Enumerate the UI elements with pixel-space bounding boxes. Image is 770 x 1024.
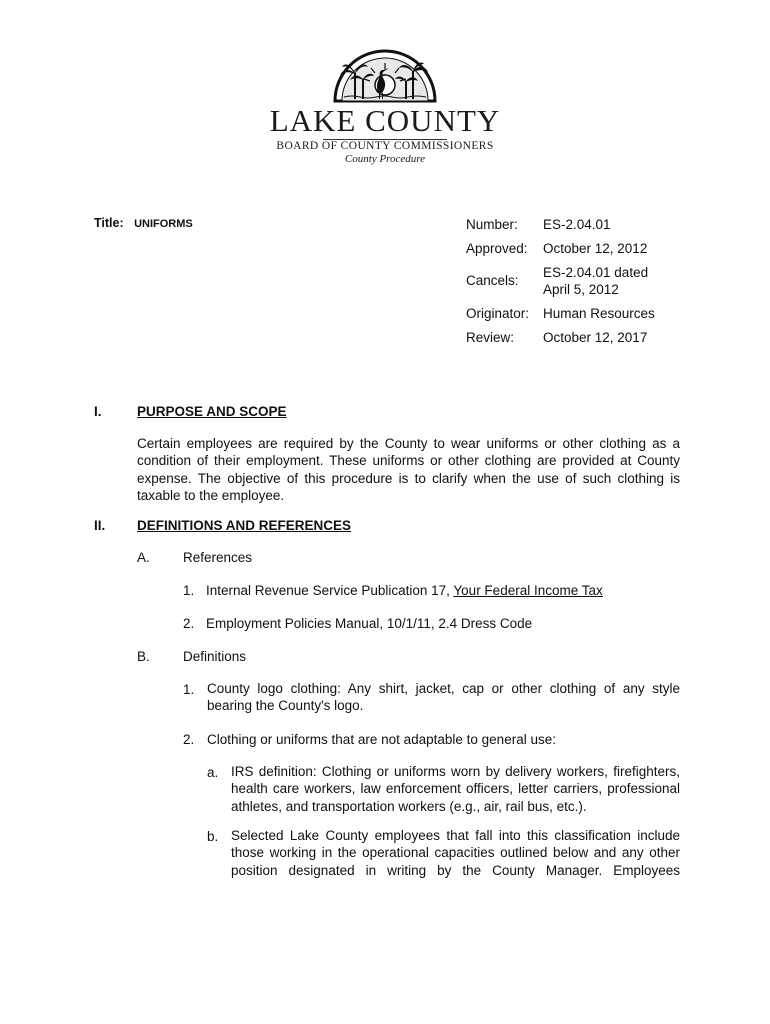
reference-1-title: Your Federal Income Tax bbox=[453, 583, 603, 598]
reference-1-prefix: Internal Revenue Service Publication 17, bbox=[206, 583, 454, 598]
definition-2b: Selected Lake County employees that fall into this classification include those working in the operational capacities outlined below and any other position designated in writing by the County Manager. Employees bbox=[231, 828, 680, 878]
board-name: BOARD OF COUNTY COMMISSIONERS bbox=[276, 140, 494, 152]
subsection-a-letter: A. bbox=[137, 550, 150, 565]
section-1-heading: PURPOSE AND SCOPE bbox=[137, 404, 287, 419]
originator-label: Originator: bbox=[466, 306, 530, 321]
definition-1: County logo clothing: Any shirt, jacket, cap or other clothing of any style bearing the County's logo. bbox=[207, 681, 680, 714]
title-value: UNIFORMS bbox=[134, 218, 193, 230]
cancels-value-line2: April 5, 2012 bbox=[543, 282, 619, 297]
number-value: ES-2.04.01 bbox=[543, 217, 611, 232]
org-name: LAKE COUNTY bbox=[269, 103, 501, 138]
cancels-value-line1: ES-2.04.01 dated bbox=[543, 265, 649, 280]
section-2-heading: DEFINITIONS AND REFERENCES bbox=[137, 518, 352, 533]
originator-value: Human Resources bbox=[543, 306, 655, 321]
title-label: Title: bbox=[94, 216, 124, 230]
reference-1 bbox=[206, 582, 603, 599]
section-2-numeral: II. bbox=[94, 518, 106, 533]
county-seal-logo bbox=[332, 43, 438, 103]
cancels-label: Cancels: bbox=[466, 273, 519, 288]
reference-2: Employment Policies Manual, 10/1/11, 2.4 Dress Code bbox=[206, 616, 533, 631]
approved-value: October 12, 2012 bbox=[543, 241, 648, 256]
subsection-b-heading: Definitions bbox=[183, 649, 247, 664]
definition-2a: IRS definition: Clothing or uniforms worn by delivery workers, firefighters, health care workers, law enforcement officers, letter carriers, professional athletes, and transportation workers (e.g., air, rail bus, etc.). bbox=[231, 764, 680, 814]
number-label: Number: bbox=[466, 217, 518, 232]
section-1-body: Certain employees are required by the County to wear uniforms or other clothing as a condition of their employment. These uniforms or other clothing are provided at County expense. The objective of this procedure is to clarify when the use of such clothing is taxable to the employee. bbox=[137, 436, 680, 503]
definition-2b-letter: b. bbox=[207, 829, 219, 844]
review-label: Review: bbox=[466, 330, 515, 345]
section-1-numeral: I. bbox=[94, 404, 102, 419]
definition-2a-letter: a. bbox=[207, 765, 219, 780]
reference-1-number: 1. bbox=[183, 583, 195, 598]
definition-1-number: 1. bbox=[183, 682, 195, 697]
document-title bbox=[94, 215, 193, 232]
definition-2: Clothing or uniforms that are not adaptable to general use: bbox=[207, 732, 556, 747]
approved-label: Approved: bbox=[466, 241, 528, 256]
subsection-a-heading: References bbox=[183, 550, 253, 565]
review-value: October 12, 2017 bbox=[543, 330, 648, 345]
subsection-b-letter: B. bbox=[137, 649, 150, 664]
definition-2-number: 2. bbox=[183, 732, 195, 747]
procedure-label: County Procedure bbox=[344, 153, 426, 165]
reference-2-number: 2. bbox=[183, 616, 195, 631]
